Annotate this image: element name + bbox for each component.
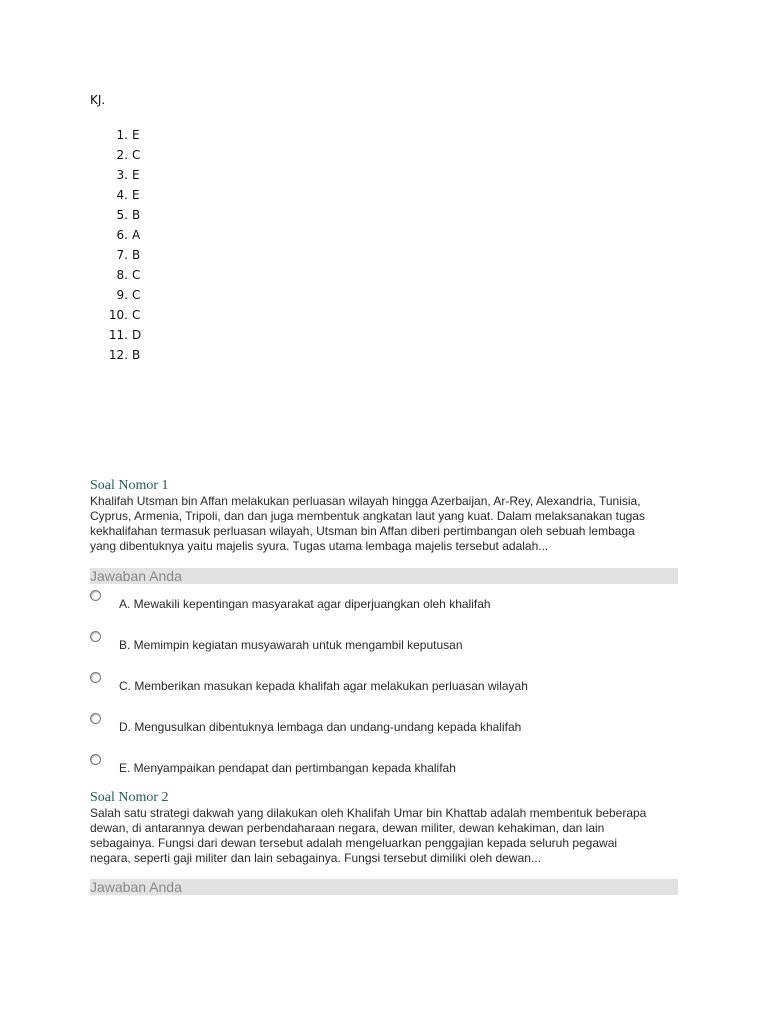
list-item [90, 145, 141, 165]
radio-button[interactable] [90, 754, 101, 765]
item-number: 12. [108, 348, 128, 362]
item-number: 9. [116, 288, 128, 302]
radio-button[interactable] [90, 672, 101, 683]
radio-button[interactable] [90, 631, 101, 642]
answer-key-list [90, 125, 141, 365]
item-answer: C [132, 308, 141, 322]
list-item [90, 185, 141, 205]
list-item [90, 225, 141, 245]
item-number: 4. [116, 188, 128, 202]
option-d[interactable] [90, 713, 670, 737]
item-answer: C [132, 288, 141, 302]
item-number: 6. [116, 228, 128, 242]
item-answer: B [132, 348, 141, 362]
list-item [90, 245, 141, 265]
option-label: B. Memimpin kegiatan musyawarah untuk mengambil keputusan [119, 638, 463, 652]
answer-header: Jawaban Anda [90, 879, 678, 895]
question-1 [90, 478, 680, 554]
question-text [90, 494, 680, 554]
item-answer: A [132, 228, 141, 242]
list-item [90, 305, 141, 325]
option-label: C. Memberikan masukan kepada khalifah agar melakukan perluasan wilayah [119, 679, 528, 693]
item-answer: B [132, 248, 141, 262]
item-answer: E [132, 168, 140, 182]
question-text-line: dewan, di antarannya dewan perbendaharaan negara, dewan militer, dewan kehakiman, dan lain [90, 821, 605, 835]
option-b[interactable] [90, 631, 670, 655]
item-number: 11. [108, 328, 128, 342]
answer-key-label: KJ. [90, 93, 106, 107]
option-label: A. Mewakili kepentingan masyarakat agar diperjuangkan oleh khalifah [119, 597, 491, 611]
item-number: 2. [116, 148, 128, 162]
item-answer: B [132, 208, 141, 222]
list-item [90, 325, 141, 345]
item-number: 1. [116, 128, 128, 142]
question-text-line: sebagainya. Fungsi dari dewan tersebut adalah mengeluarkan penggajian kepada seluruh pegawai [90, 836, 618, 850]
item-answer: E [132, 188, 140, 202]
option-e[interactable] [90, 754, 670, 778]
question-text-line: Salah satu strategi dakwah yang dilakukan oleh Khalifah Umar bin Khattab adalah membentuk beberapa [90, 806, 647, 820]
item-answer: D [132, 328, 142, 342]
item-number: 10. [108, 308, 128, 322]
question-2 [90, 790, 680, 866]
list-item [90, 345, 141, 365]
radio-button[interactable] [90, 713, 101, 724]
list-item [90, 285, 141, 305]
item-answer: E [132, 128, 140, 142]
question-title: Soal Nomor 1 [90, 478, 169, 493]
question-text-line: Cyprus, Armenia, Tripoli, dan dan juga membentuk angkatan laut yang kuat. Dalam melaksanakan tugas [90, 509, 645, 523]
question-text [90, 806, 680, 866]
list-item [90, 265, 141, 285]
option-a[interactable] [90, 590, 670, 614]
question-title: Soal Nomor 2 [90, 790, 169, 805]
option-label: D. Mengusulkan dibentuknya lembaga dan undang-undang kepada khalifah [119, 720, 522, 734]
item-answer: C [132, 268, 141, 282]
item-answer: C [132, 148, 141, 162]
item-number: 8. [116, 268, 128, 282]
list-item [90, 125, 141, 145]
option-c[interactable] [90, 672, 670, 696]
question-text-line: kekhalifahan termasuk perluasan wilayah, Utsman bin Affan diberi pertimbangan oleh sebuah lembaga [90, 524, 635, 538]
list-item [90, 165, 141, 185]
radio-button[interactable] [90, 590, 101, 601]
question-text-line: Khalifah Utsman bin Affan melakukan perluasan wilayah hingga Azerbaijan, Ar-Rey, Alexandria, Tunisia, [90, 494, 641, 508]
item-number: 5. [116, 208, 128, 222]
option-label: E. Menyampaikan pendapat dan pertimbangan kepada khalifah [119, 761, 456, 775]
question-text-line: yang dibentuknya yaitu majelis syura. Tugas utama lembaga majelis tersebut adalah... [90, 539, 549, 553]
answer-header: Jawaban Anda [90, 568, 678, 584]
list-item [90, 205, 141, 225]
item-number: 3. [116, 168, 128, 182]
question-text-line: negara, seperti gaji militer dan lain sebagainya. Fungsi tersebut dimiliki oleh dewan... [90, 851, 541, 865]
item-number: 7. [116, 248, 128, 262]
